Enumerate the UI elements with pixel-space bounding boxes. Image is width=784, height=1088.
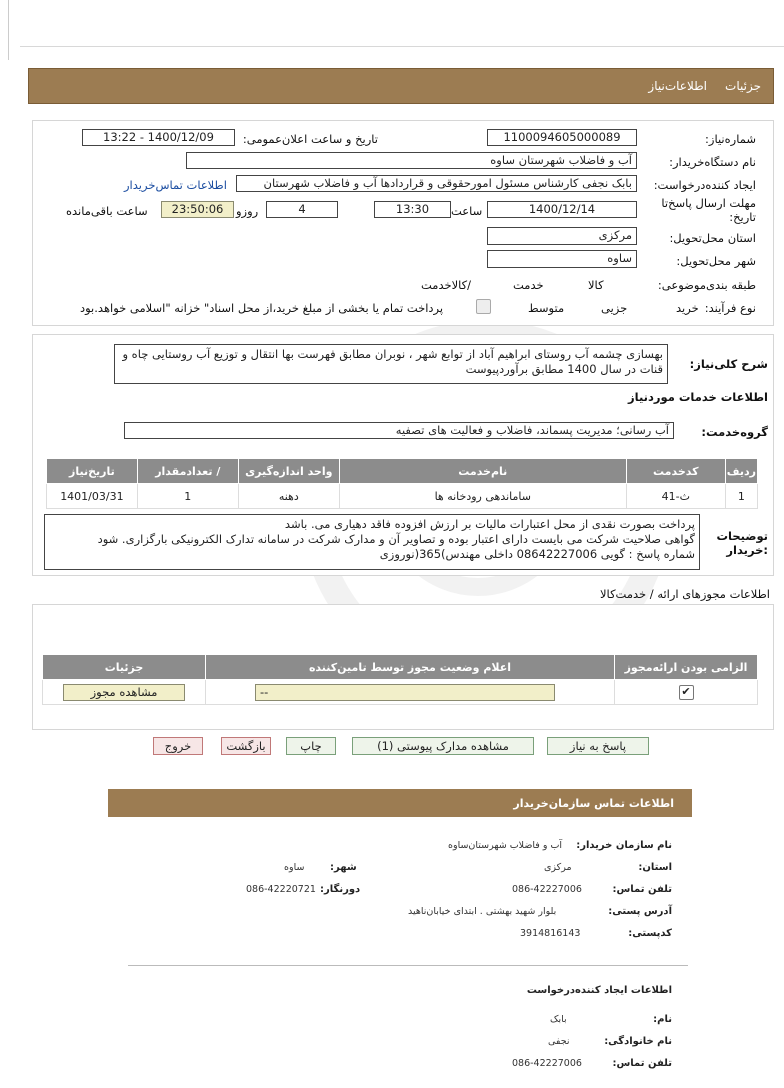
license-title: اطلاعات مجوزهای ارائه / خدمت‌کالا [600, 587, 770, 601]
buyer-label: نام دستگاه‌خریدار: [669, 155, 756, 169]
time-label: ساعت [451, 204, 483, 218]
attachments-button[interactable]: مشاهده مدارک پیوستی (1) [352, 737, 534, 755]
contact-fax-value: 086-42220721 [246, 884, 316, 895]
contact-phone-value: 086-42227006 [512, 884, 582, 895]
col-row: ردیف [725, 459, 757, 484]
cell-row: 1 [725, 484, 757, 509]
col-service-code: کدخدمت [626, 459, 725, 484]
cell-quantity: 1 [137, 484, 238, 509]
top-divider [20, 46, 784, 47]
creator-name-label: نام: [653, 1014, 672, 1025]
left-border-line [8, 0, 9, 60]
col-license-required: الزامی بودن ارائه‌مجوز [615, 655, 758, 680]
payment-checkbox[interactable] [476, 299, 491, 314]
remaining-label: ساعت باقی‌مانده [66, 204, 148, 218]
table-row [47, 484, 758, 509]
creator-phone-label: تلفن تماس: [612, 1058, 672, 1069]
contact-province-label: استان: [638, 862, 672, 873]
category-goods-label: کالا [588, 278, 604, 292]
services-title: اطلاعات خدمات موردنیاز [628, 390, 768, 404]
cell-service-name: ساماندهی رودخانه ها [339, 484, 626, 509]
category-label: طبقه بندی‌موضوعی: [657, 278, 756, 292]
need-no-label: شماره‌نیاز: [705, 132, 756, 146]
view-license-button[interactable]: مشاهده مجوز [63, 684, 185, 701]
process-minor-label: جزیی [601, 301, 628, 315]
creator-phone-value: 086-42227006 [512, 1058, 582, 1069]
province-label: استان محل‌تحویل: [669, 231, 756, 245]
city-field: ساوه [487, 250, 637, 268]
buyer-notes-line1: پرداخت بصورت نقدی از محل اعتبارات مالیات بر ارزش افزوده فاقد دهیاری می. باشد [284, 517, 695, 531]
col-license-status: اعلام وضعیت مجوز توسط تامین‌کننده [206, 655, 615, 680]
buyer-notes-box [44, 514, 700, 570]
license-row [43, 680, 758, 705]
contact-address-label: آدرس پستی: [608, 906, 672, 917]
service-group-field: آب رسانی؛ مدیریت پسماند، فاضلاب و فعالیت های تصفیه [124, 422, 674, 439]
contact-divider [128, 965, 688, 966]
deadline-time-field: 13:30 [374, 201, 451, 218]
cell-unit: دهنه [238, 484, 339, 509]
org-label: نام سازمان خریدار: [576, 840, 672, 851]
creator-info-title: اطلاعات ایجاد کننده‌درخواست [526, 985, 672, 996]
license-table [42, 654, 758, 705]
buyer-field: آب و فاضلاب شهرستان ساوه [186, 152, 637, 169]
col-need-date: تاریخ‌نیاز [47, 459, 138, 484]
process-medium-label: متوسط [528, 301, 565, 315]
cell-service-code: ث-41 [626, 484, 725, 509]
buyer-notes-line2: گواهی صلاحیت شرکت می بایست دارای اعتبار بوده و تصاویر آن و مدارک شرکت در سامانه تدارک الکترونیکی بارگزاری. شود [97, 532, 695, 546]
category-service-label: خدمت [513, 278, 544, 292]
summary-label: شرح کلی‌نیاز: [689, 357, 768, 371]
creator-label: ایجاد کننده‌درخواست: [653, 178, 756, 192]
contact-city-label: شهر: [330, 862, 357, 873]
creator-name-value: بابک [550, 1014, 567, 1025]
contact-postal-value: 3914816143 [520, 928, 581, 939]
contact-fax-label: دورنگار: [320, 884, 361, 895]
summary-text: بهسازی چشمه آب روستای ابراهیم آباد از توابع شهر ، نوبران مطابق فهرست بها انتقال و توزیع آب روستایی چاه و قنات در سال 1400 مطابق برآوردپیوست [114, 344, 668, 384]
need-no-field: 1100094605000089 [487, 129, 637, 146]
province-field: مرکزی [487, 227, 637, 245]
deadline-date-field: 1400/12/14 [487, 201, 637, 218]
announce-label: تاریخ و ساعت اعلان‌عمومی: [242, 132, 378, 146]
process-label: نوع فرآیند: [704, 301, 756, 315]
tab-need-info[interactable]: اطلاعات‌نیاز [648, 79, 707, 93]
contact-postal-label: کدپستی: [628, 928, 672, 939]
announce-field: 1400/12/09 - 13:22 [82, 129, 235, 146]
contact-header [108, 789, 692, 817]
tab-header [28, 68, 774, 104]
back-button[interactable]: بازگشت [221, 737, 271, 755]
creator-family-label: نام خانوادگی: [604, 1036, 672, 1047]
contact-province-value: مرکزی [544, 862, 572, 873]
payment-note: پرداخت تمام یا بخشی از مبلغ خرید،از محل اسناد" خزانه "اسلامی خواهد.بود [80, 301, 444, 315]
contact-phone-label: تلفن تماس: [612, 884, 672, 895]
deadline-label: مهلت ارسال پاسخ‌تا تاریخ: [661, 196, 756, 224]
license-status-field: -- [255, 684, 555, 701]
category-both-label: /کالاخدمت [421, 278, 472, 292]
buyer-contact-link[interactable]: اطلاعات تماس‌خریدار [124, 178, 227, 192]
col-unit: واحد اندازه‌گیری [238, 459, 339, 484]
license-required-checkbox: ✔ [679, 685, 694, 700]
exit-button[interactable]: خروج [153, 737, 203, 755]
remaining-time-field: 23:50:06 [161, 201, 234, 218]
cell-need-date: 1401/03/31 [47, 484, 138, 509]
buyer-notes-line3: شماره پاسخ : گویی 08642227006 داخلی مهندس)365(نوروزی [379, 547, 695, 561]
city-label: شهر محل‌تحویل: [676, 254, 756, 268]
process-buy-label: خرید [676, 301, 699, 315]
service-group-label: گروه‌خدمت: [701, 425, 768, 439]
print-button[interactable]: چاپ [286, 737, 336, 755]
days-label: روزو [236, 204, 259, 218]
contact-city-value: ساوه [284, 862, 305, 873]
col-license-details: جزئیات [43, 655, 206, 680]
reply-button[interactable]: پاسخ به نیاز [547, 737, 649, 755]
days-field: 4 [266, 201, 338, 218]
services-table [46, 458, 758, 509]
contact-address-value: بلوار شهید بهشتی . ابتدای خیابان‌ناهید [408, 906, 557, 917]
org-value: آب و فاضلاب شهرستان‌ساوه [448, 840, 563, 851]
creator-family-value: نجفی [548, 1036, 570, 1047]
col-quantity: / تعدادمقدار [137, 459, 238, 484]
tab-details[interactable]: جزئيات [725, 79, 761, 93]
buyer-notes-label: توضیحات :خریدار [716, 529, 768, 557]
col-service-name: نام‌خدمت [339, 459, 626, 484]
creator-field: بابک نجفی کارشناس مسئول امورحقوقی و قراردادها آب و فاضلاب شهرستان [236, 175, 637, 192]
contact-title: اطلاعات تماس سازمان‌خریدار [513, 797, 674, 810]
